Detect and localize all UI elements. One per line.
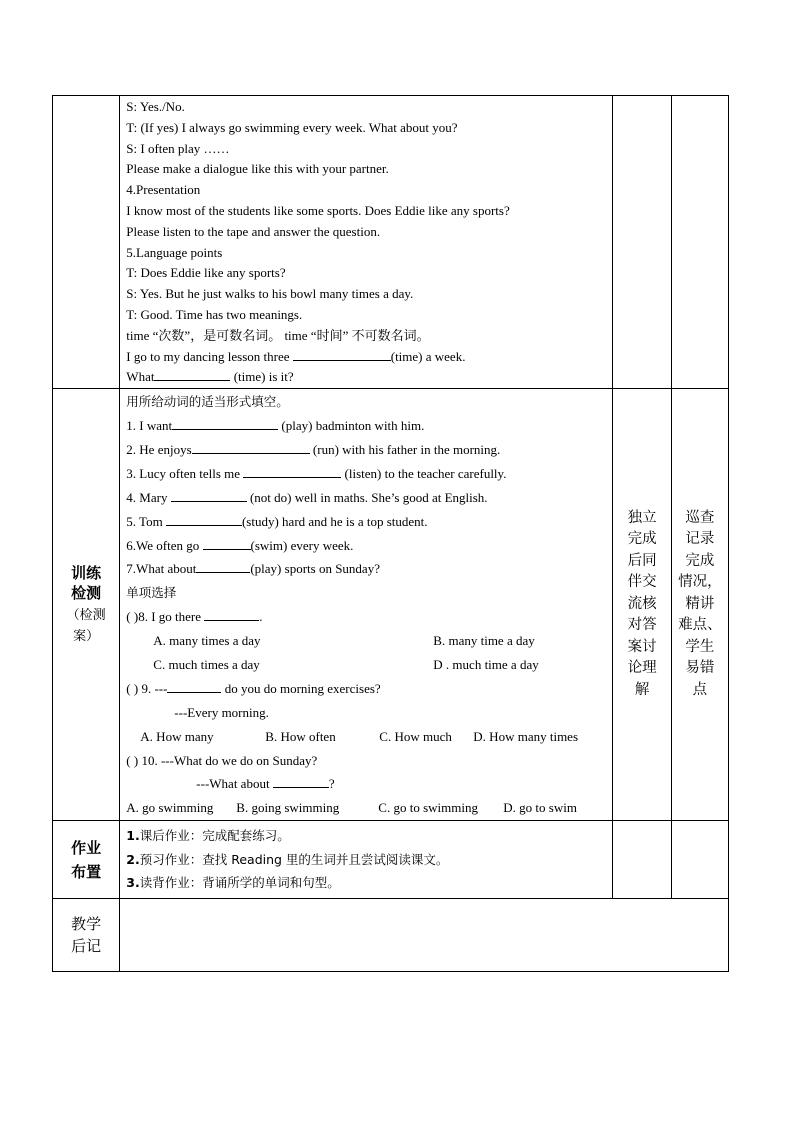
choice-options: A. many times a day B. many time a day [153,633,535,649]
choice-title: 单项选择 [126,585,177,601]
student-activity-cell [613,96,671,389]
teacher-activity-text: 巡查 记录 完成 情况， 精讲 难点、 学生 易错 点 [671,389,728,821]
fill-blank-item: 1. I want (play) badminton with him. [126,418,425,434]
dialogue-content [120,96,613,389]
reflection-row [53,899,729,972]
choice-options: C. much times a day D . much time a day [153,656,539,672]
practice-content [120,389,613,821]
fill-blank-item: 6.We often go (swim) every week. [126,537,354,553]
homework-teacher-cell [671,821,728,899]
dialogue-line: S: Yes. But he just walks to his bowl many times a day. [126,286,414,302]
practice-row [53,389,729,821]
dialogue-line: T: Good. Time has two meanings. [126,306,303,322]
choice-question: ( ) 9. --- do you do morning exercises? [126,680,381,696]
section-heading: 4.Presentation [126,182,201,198]
dialogue-line: I know most of the students like some sports. Does Eddie like any sports? [126,202,510,218]
dialogue-row [53,96,729,389]
teacher-activity-cell [671,96,728,389]
dialogue-line: S: Yes./No. [126,99,185,114]
fill-blank-item: 5. Tom (study) hard and he is a top student. [126,513,428,529]
dialogue-line: S: I often play …… [126,140,230,156]
homework-label: 作业 布置 [53,821,120,899]
answer-blank[interactable] [293,348,391,361]
reflection-label: 教学 后记 [53,899,120,972]
example-sentence: What (time) is it? [126,369,294,385]
fill-blank-item: 4. Mary (not do) well in maths. She’s good at English. [126,489,488,505]
choice-options: A. How many B. How often C. How much D. How many times [140,728,579,744]
dialogue-line: T: (If yes) I always go swimming every week. What about you? [126,119,458,135]
student-activity-text: 独立 完成 后同 伴交 流核 对答 案讨 论理 解 [613,389,671,821]
fill-blank-item: 3. Lucy often tells me (listen) to the teacher carefully. [126,465,507,481]
dialogue-line: T: Does Eddie like any sports? [126,265,286,281]
choice-answer-line: ---Every morning. [174,704,269,720]
answer-blank[interactable] [204,608,259,621]
answer-blank[interactable] [243,465,341,478]
example-sentence: I go to my dancing lesson three (time) a week. [126,348,466,364]
answer-blank[interactable] [171,489,247,502]
answer-blank[interactable] [154,368,230,381]
practice-instruction: 用所给动词的适当形式填空。 [126,394,289,410]
dialogue-label-cell [53,96,120,389]
homework-item: 1.课后作业：完成配套练习。 [126,828,290,844]
choice-question: ( )8. I go there . [126,609,263,625]
homework-student-cell [613,821,671,899]
homework-item: 2.预习作业：查找 Reading 里的生词并且尝试阅读课文。 [126,851,449,867]
answer-blank[interactable] [273,775,329,788]
choice-answer-line: ---What about ? [196,776,335,792]
choice-options: A. go swimming B. going swimming C. go to swimming D. go to swim [126,800,577,816]
homework-item: 3.读背作业：背诵所学的单词和句型。 [126,875,340,891]
reflection-content[interactable] [120,899,729,972]
practice-label: 训练 检测 （检测 案） [53,389,120,821]
dialogue-line: Please listen to the tape and answer the question. [126,223,381,239]
dialogue-line: Please make a dialogue like this with your partner. [126,161,389,177]
time-meaning-note: time “次数”，是可数名词。 time “时间” 不可数名词。 [126,327,430,343]
lesson-plan-table [52,95,729,972]
homework-content [120,821,613,899]
answer-blank[interactable] [167,680,221,693]
choice-question: ( ) 10. ---What do we do on Sunday? [126,752,318,768]
fill-blank-item: 2. He enjoys (run) with his father in the morning. [126,441,501,457]
answer-blank[interactable] [166,513,242,526]
fill-blank-item: 7.What about (play) sports on Sunday? [126,561,380,577]
answer-blank[interactable] [203,537,251,550]
answer-blank[interactable] [172,417,278,430]
homework-row [53,821,729,899]
answer-blank[interactable] [192,441,310,454]
section-heading: 5.Language points [126,244,223,260]
answer-blank[interactable] [196,560,250,573]
